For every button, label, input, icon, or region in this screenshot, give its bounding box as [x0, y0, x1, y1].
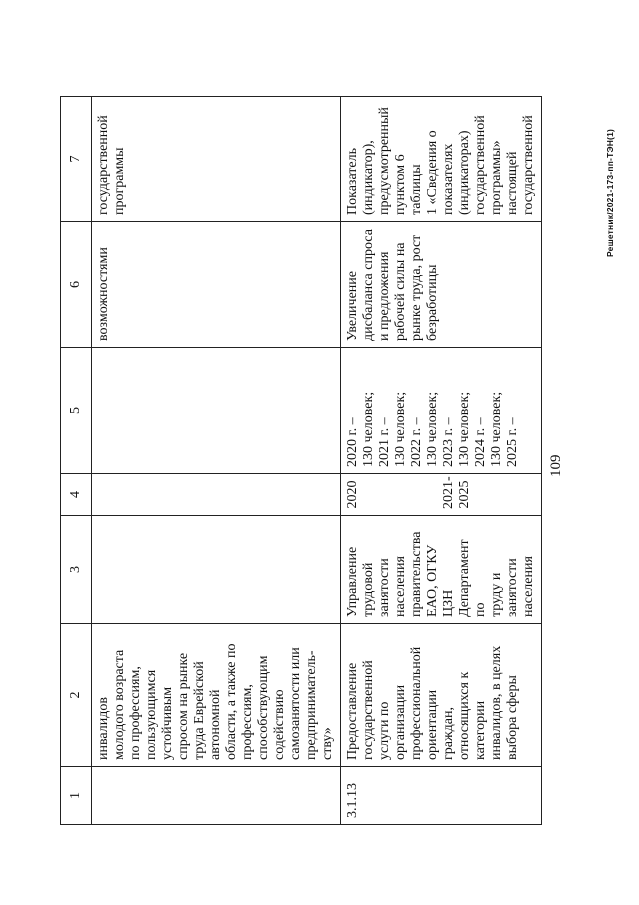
- header-cell-5: 5: [61, 348, 92, 474]
- consequences-cell: возможностями: [92, 222, 341, 348]
- executor-cell: Управление трудовой занятости населения правительства ЕАО, ОГКУ ЦЗН Департамент по труду и занятости населения: [341, 516, 542, 624]
- table-row: [341, 97, 542, 825]
- executor-cell: [92, 516, 341, 624]
- header-cell-1: 1: [61, 767, 92, 825]
- document-code: Решетник/2021-173-пп-ТЭН(1): [605, 128, 615, 257]
- event-name-cell: инвалидов молодого возраста по профессиям, пользующимся устойчивым спросом на рынке труда Еврейской автономной области, а также по профессиям, способствующим содействию самозанятости или предприниматель- ству»: [92, 624, 341, 767]
- consequences-cell: Увеличение дисбаланса спроса и предложения рабочей силы на рынке труда, рост безработицы: [341, 222, 542, 348]
- event-name-cell: Предоставление государственной услуги по организации профессиональной ориентации граждан, относящихся к категории инвалидов, в целях выбора сферы: [341, 624, 542, 767]
- result-cell: 2020 г. – 130 человек; 2021 г. – 130 человек; 2022 г. – 130 человек; 2023 г. – 130 человек; 2024 г. – 130 человек; 2025 г. –: [341, 348, 542, 474]
- indicator-link-cell: государственной программы: [92, 97, 341, 222]
- table-row: [92, 97, 341, 825]
- indicator-link-cell: Показатель (индикатор), предусмотренный пунктом 6 таблицы 1 «Сведения о показателях (индикаторах) государственной программы» настоящей государственной: [341, 97, 542, 222]
- page-number: 109: [548, 454, 564, 477]
- header-cell-6: 6: [61, 222, 92, 348]
- row-number-cell: 3.1.13: [341, 767, 542, 825]
- program-table: [60, 96, 542, 825]
- header-cell-2: 2: [61, 624, 92, 767]
- header-cell-3: 3: [61, 516, 92, 624]
- header-row: [61, 97, 92, 825]
- header-cell-4: 4: [61, 474, 92, 516]
- period-cell: 2020 2021- 2025: [341, 474, 542, 516]
- result-cell: [92, 348, 341, 474]
- period-cell: [92, 474, 341, 516]
- row-number-cell: [92, 767, 341, 825]
- header-cell-7: 7: [61, 97, 92, 222]
